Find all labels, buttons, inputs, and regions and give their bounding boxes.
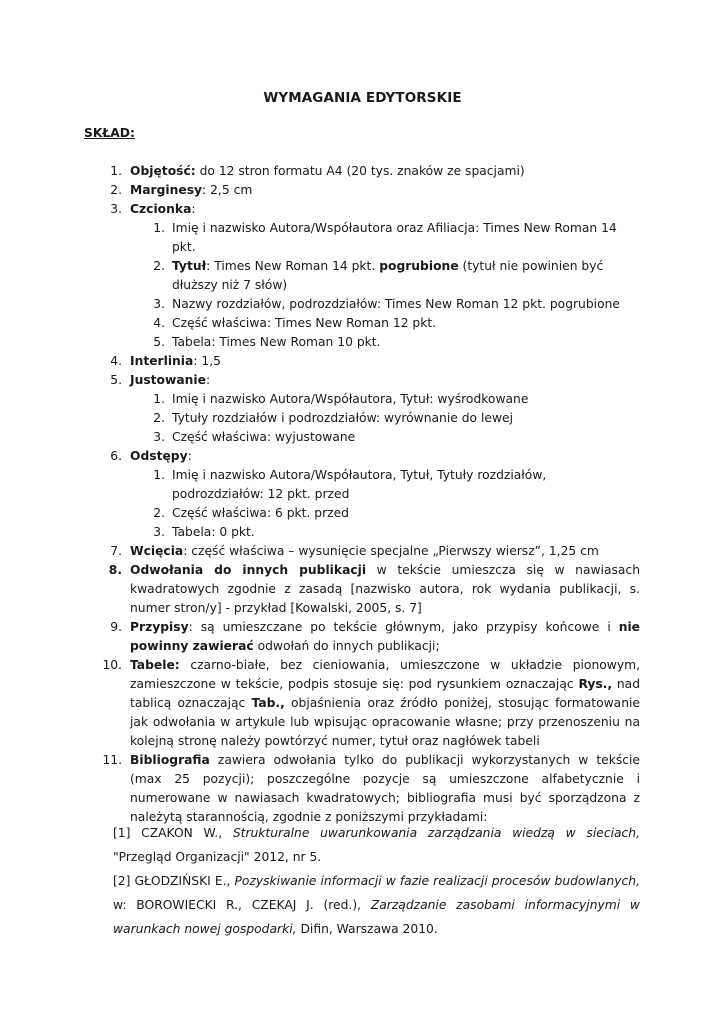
list-item xyxy=(84,181,640,200)
sub-item-number: 1. xyxy=(153,221,165,235)
sub-item-label: Tytuł xyxy=(172,259,207,273)
requirements-list xyxy=(84,162,640,827)
item-label: Justowanie xyxy=(130,373,206,387)
sub-item-number: 2. xyxy=(153,411,165,425)
sub-list-item xyxy=(84,314,640,333)
item-number: 11. xyxy=(102,753,122,767)
item-text: : część właściwa – wysunięcie specjalne „Pierwszy wiersz”, 1,25 cm xyxy=(183,544,599,558)
page-title: WYMAGANIA EDYTORSKIE xyxy=(263,90,462,106)
list-item xyxy=(84,618,640,656)
sub-item-number: 2. xyxy=(153,259,165,273)
sub-list-item xyxy=(84,219,640,257)
item-number: 1. xyxy=(110,164,122,178)
list-item xyxy=(84,656,640,751)
item-text: : 2,5 cm xyxy=(202,183,253,197)
item-label: Odwołania do innych publikacji xyxy=(130,563,367,577)
item-text: objaśnienia oraz źródło poniżej, stosując formatowanie jak odwołania w artykule lub wpisując opracowanie własne; przy przenoszeniu na kolejną stronę należy powtórzyć numer, tytuł oraz nagłówek tabeli xyxy=(130,696,640,748)
item-label: Wcięcia xyxy=(130,544,184,558)
item-text: do 12 stron formatu A4 (20 tys. znaków ze spacjami) xyxy=(195,164,525,178)
list-item xyxy=(84,200,640,219)
reference-source: "Przegląd Organizacji" 2012, nr 5. xyxy=(113,850,322,864)
sub-item-text: Tabela: Times New Roman 10 pkt. xyxy=(172,335,381,349)
item-bold: Tab., xyxy=(251,696,285,710)
sub-list-item xyxy=(84,428,640,447)
item-text: : xyxy=(187,449,192,463)
item-text: : 1,5 xyxy=(193,354,221,368)
reference-author: [2] GŁODZIŃSKI E., xyxy=(113,874,235,888)
item-text: : są umieszczane po tekście głównym, jako przypisy końcowe i xyxy=(188,620,619,634)
item-text: zawiera odwołania tylko do publikacji wykorzystanych w tekście (max 25 pozycji); poszczególne pozycje są umieszczone alfabetycznie i numerowane w nawiasach kwadratowych; bibliografia musi być sporządzona z należytą starannością, zgodnie z poniższymi przykładami: xyxy=(130,753,640,824)
item-label: Czcionka xyxy=(130,202,192,216)
item-number: 8. xyxy=(108,563,122,577)
list-item xyxy=(84,371,640,390)
sub-item-text: Tytuły rozdziałów i podrozdziałów: wyrównanie do lewej xyxy=(172,411,513,425)
item-label: Przypisy xyxy=(130,620,189,634)
item-text: czarno-białe, bez cieniowania, umieszczone w układzie pionowym, zamieszczone w tekście, podpis stosuje się: pod rysunkiem oznaczając xyxy=(130,658,640,691)
sub-item-text: Część właściwa: Times New Roman 12 pkt. xyxy=(172,316,437,330)
item-number: 3. xyxy=(110,202,122,216)
item-bold: Rys., xyxy=(578,677,613,691)
sub-item-text: Imię i nazwisko Autora/Współautora oraz Afiliacja: Times New Roman 14 pkt. xyxy=(172,221,617,254)
reference-title: Pozyskiwanie informacji w fazie realizacji procesów budowlanych, xyxy=(234,874,640,888)
item-number: 4. xyxy=(110,354,122,368)
reference-editors: w: BOROWIECKI R., CZEKAJ J. (red.), xyxy=(113,898,371,912)
reference-entry xyxy=(113,869,640,941)
sub-list-item xyxy=(84,257,640,295)
item-text: : xyxy=(205,373,211,387)
reference-title: Strukturalne uwarunkowania zarządzania wiedzą w sieciach, xyxy=(232,826,640,840)
sub-item-number: 2. xyxy=(153,506,165,520)
sub-list-item xyxy=(84,504,640,523)
item-text: odwołań do innych publikacji; xyxy=(253,639,440,653)
item-label: Interlinia xyxy=(130,354,194,368)
section-heading: SKŁAD: xyxy=(84,126,135,140)
sub-item-number: 3. xyxy=(153,430,165,444)
sub-item-number: 5. xyxy=(153,335,165,349)
list-item xyxy=(84,542,640,561)
sub-item-number: 4. xyxy=(153,316,165,330)
sub-item-number: 3. xyxy=(153,297,165,311)
reference-publisher: Difin, Warszawa 2010. xyxy=(296,922,438,936)
reference-book-title: Zarządzanie zasobami informacyjnymi w warunkach nowej gospodarki, xyxy=(113,898,640,936)
list-item xyxy=(84,751,640,827)
item-number: 2. xyxy=(110,183,122,197)
item-label: Marginesy xyxy=(130,183,203,197)
item-number: 9. xyxy=(110,620,122,634)
reference-author: [1] CZAKON W., xyxy=(113,826,233,840)
list-item xyxy=(84,561,640,618)
sub-item-text: Nazwy rozdziałów, podrozdziałów: Times New Roman 12 pkt. pogrubione xyxy=(172,297,620,311)
item-number: 7. xyxy=(110,544,122,558)
sub-item-text: Imię i nazwisko Autora/Współautora, Tytuł: wyśrodkowane xyxy=(172,392,529,406)
list-item xyxy=(84,162,640,181)
sub-list-item xyxy=(84,333,640,352)
item-text: nad tablicą oznaczając xyxy=(130,677,640,710)
item-bold: nie powinny zawierać xyxy=(130,620,640,653)
sub-item-text: Część właściwa: 6 pkt. przed xyxy=(172,506,349,520)
sub-item-number: 1. xyxy=(153,392,165,406)
item-number: 10. xyxy=(102,658,122,672)
list-item xyxy=(84,447,640,466)
sub-item-number: 3. xyxy=(153,525,165,539)
sub-list-item xyxy=(84,409,640,428)
sub-list-item xyxy=(84,523,640,542)
item-label: Objętość: xyxy=(130,164,196,178)
item-number: 5. xyxy=(110,373,122,387)
item-text: : xyxy=(191,202,196,216)
sub-item-text: : Times New Roman 14 pkt. xyxy=(206,259,380,273)
reference-entry xyxy=(113,821,640,869)
sub-item-text: (tytuł nie powinien być dłuższy niż 7 słów) xyxy=(172,259,604,292)
item-label: Odstępy xyxy=(130,449,188,463)
item-label: Bibliografia xyxy=(130,753,210,767)
sub-list-item xyxy=(84,390,640,409)
sub-item-number: 1. xyxy=(153,468,165,482)
item-label: Tabele: xyxy=(130,658,180,672)
item-text: w tekście umieszcza się w nawiasach kwadratowych zgodnie z zasadą [nazwisko autora, rok wydania publikacji, s. numer stron/y] - przykład [Kowalski, 2005, s. 7] xyxy=(130,563,640,615)
sub-item-bold: pogrubione xyxy=(379,259,459,273)
sub-list-item xyxy=(84,295,640,314)
bibliography-examples xyxy=(113,821,640,941)
sub-item-text: Tabela: 0 pkt. xyxy=(172,525,255,539)
item-number: 6. xyxy=(110,449,122,463)
sub-item-text: Część właściwa: wyjustowane xyxy=(172,430,356,444)
sub-item-text: Imię i nazwisko Autora/Współautora, Tytuł, Tytuły rozdziałów, podrozdziałów: 12 pkt. przed xyxy=(172,468,547,501)
sub-list-item xyxy=(84,466,640,504)
list-item xyxy=(84,352,640,371)
